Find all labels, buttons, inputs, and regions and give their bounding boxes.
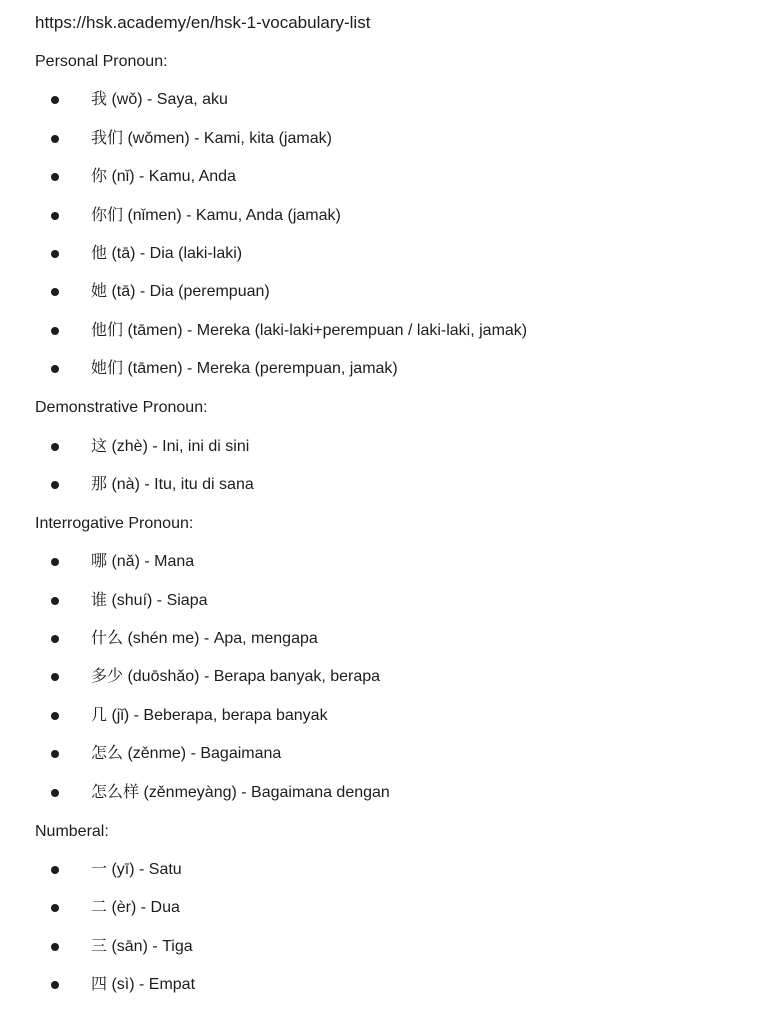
source-url[interactable]: https://hsk.academy/en/hsk-1-vocabulary-list bbox=[35, 13, 371, 32]
list-item bbox=[35, 780, 755, 806]
vocab-entry: 我们 (wǒmen) - Kami, kita (jamak) bbox=[91, 129, 332, 147]
bullet-icon bbox=[51, 673, 59, 681]
vocab-entry: 他们 (tāmen) - Mereka (laki-laki+perempuan / laki-laki, jamak) bbox=[91, 321, 528, 339]
vocab-entry: 多少 (duōshǎo) - Berapa banyak, berapa bbox=[91, 668, 381, 686]
list-numberal bbox=[35, 857, 755, 998]
section-title-numberal: Numberal: bbox=[35, 822, 109, 840]
vocab-entry: 怎么样 (zěnmeyàng) - Bagaimana dengan bbox=[91, 783, 390, 801]
list-item bbox=[35, 203, 755, 229]
bullet-icon bbox=[51, 250, 59, 258]
bullet-icon bbox=[51, 212, 59, 220]
list-item bbox=[35, 472, 755, 498]
list-item bbox=[35, 895, 755, 921]
vocab-entry: 我 (wǒ) - Saya, aku bbox=[91, 91, 228, 109]
list-item bbox=[35, 972, 755, 998]
vocab-entry: 怎么 (zěnme) - Bagaimana bbox=[91, 745, 282, 763]
bullet-icon bbox=[51, 96, 59, 104]
list-item bbox=[35, 241, 755, 267]
vocab-entry: 一 (yī) - Satu bbox=[91, 861, 182, 879]
list-item bbox=[35, 356, 755, 382]
bullet-icon bbox=[51, 597, 59, 605]
vocab-entry: 这 (zhè) - Ini, ini di sini bbox=[91, 437, 250, 455]
bullet-icon bbox=[51, 712, 59, 720]
section-title-demonstrative-pronoun: Demonstrative Pronoun: bbox=[35, 399, 208, 417]
vocab-entry: 三 (sān) - Tiga bbox=[91, 937, 193, 955]
list-item bbox=[35, 934, 755, 960]
bullet-icon bbox=[51, 789, 59, 797]
list-personal-pronoun bbox=[35, 87, 755, 382]
section-title-personal-pronoun: Personal Pronoun: bbox=[35, 53, 168, 70]
vocab-entry: 几 (jǐ) - Beberapa, berapa banyak bbox=[91, 706, 328, 724]
list-item bbox=[35, 549, 755, 575]
vocab-entry: 他 (tā) - Dia (laki-laki) bbox=[91, 244, 243, 262]
vocab-entry: 哪 (nǎ) - Mana bbox=[91, 553, 195, 571]
vocab-entry: 那 (nà) - Itu, itu di sana bbox=[91, 475, 254, 493]
vocab-entry: 她 (tā) - Dia (perempuan) bbox=[91, 283, 270, 301]
bullet-icon bbox=[51, 750, 59, 758]
list-item bbox=[35, 857, 755, 883]
bullet-icon bbox=[51, 866, 59, 874]
bullet-icon bbox=[51, 135, 59, 143]
bullet-icon bbox=[51, 943, 59, 951]
list-item bbox=[35, 703, 755, 729]
bullet-icon bbox=[51, 173, 59, 181]
bullet-icon bbox=[51, 327, 59, 335]
vocab-entry: 谁 (shuí) - Siapa bbox=[91, 591, 208, 609]
list-item bbox=[35, 279, 755, 305]
list-item bbox=[35, 87, 755, 113]
list-item bbox=[35, 434, 755, 460]
section-title-interrogative-pronoun: Interrogative Pronoun: bbox=[35, 514, 194, 532]
list-item bbox=[35, 164, 755, 190]
list-interrogative-pronoun bbox=[35, 549, 755, 805]
list-item bbox=[35, 318, 755, 344]
bullet-icon bbox=[51, 558, 59, 566]
bullet-icon bbox=[51, 981, 59, 989]
list-item bbox=[35, 126, 755, 152]
bullet-icon bbox=[51, 904, 59, 912]
vocab-entry: 什么 (shén me) - Apa, mengapa bbox=[91, 630, 318, 648]
bullet-icon bbox=[51, 288, 59, 296]
bullet-icon bbox=[51, 635, 59, 643]
vocab-entry: 你们 (nǐmen) - Kamu, Anda (jamak) bbox=[91, 206, 341, 224]
list-item bbox=[35, 588, 755, 614]
vocab-entry: 四 (sì) - Empat bbox=[91, 976, 196, 994]
bullet-icon bbox=[51, 443, 59, 451]
vocab-entry: 你 (nǐ) - Kamu, Anda bbox=[91, 168, 236, 186]
bullet-icon bbox=[51, 481, 59, 489]
list-item bbox=[35, 741, 755, 767]
vocab-entry: 她们 (tāmen) - Mereka (perempuan, jamak) bbox=[91, 360, 398, 378]
vocab-entry: 二 (èr) - Dua bbox=[91, 899, 180, 917]
bullet-icon bbox=[51, 365, 59, 373]
list-item bbox=[35, 664, 755, 690]
document bbox=[35, 10, 755, 998]
list-item bbox=[35, 626, 755, 652]
list-demonstrative-pronoun bbox=[35, 434, 755, 498]
